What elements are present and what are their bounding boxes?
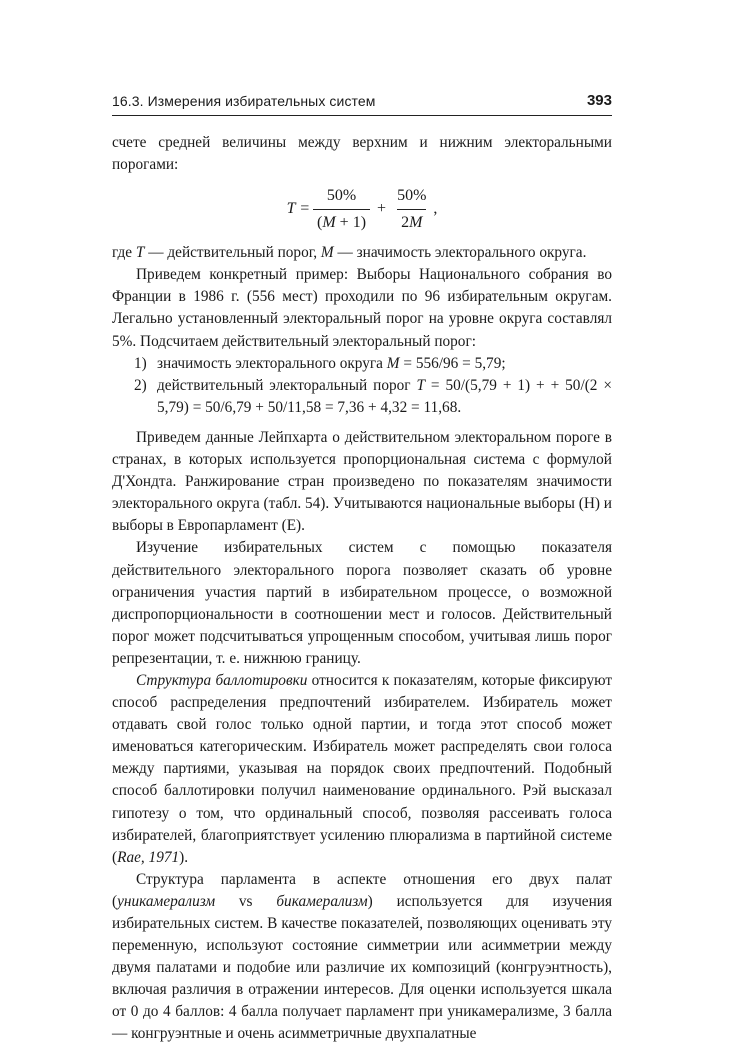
intro-text: счете средней величины между верхним и нижним электоральными порогами: [112,134,612,174]
list-item: 1) значимость электорального округа M = 556/96 = 5,79; [134,354,506,372]
section-title: 16.3. Измерения избирательных систем [112,93,376,109]
example-paragraph: Приведем конкретный пример: Выборы Национального собрания во Франции в 1986 г. (556 мест) проходили по 96 избирательным округам. Легально установленный электоральный порог на уровне округа составлял 5%. Подсчитаем действительный электоральный порог: [112,266,612,350]
list-item: 2) действительный электоральный порог T = 50/(5,79 + 1) + + 50/(2 × 5,79) = 50/6,79 + 50/11,58 = 7,36 + 4,32 = 11,68. [134,376,612,416]
running-header [112,91,612,116]
formula-lhs: T = [286,200,311,218]
ballot-structure-paragraph: Структура баллотировки относится к показателям, которые фиксируют способ распределения предпочтений избирателем. Избиратель может отдавать свой голос только одной партии, и тогда этот способ может именоваться категорическим. Избиратель может распределять свои голоса между партиями, указывая на порядок своих предпочтений. Подобный способ баллотировки получил наименование ординального. Рэй высказал гипотезу о том, что ординальный способ, позволяя рассеивать голоса избирателей, благоприятствует усилению плюрализма в партийной системе (Rae, 1971). [112,671,613,866]
fraction-1-numerator: 50% [326,186,357,204]
study-paragraph: Изучение избирательных систем с помощью показателя действительного электорального порога позволяет сказать об уровне ограничения участия партий в избирательном процессе, о возможной диспропорциональности в соотношении мест и голосов. Действительный порог может подсчитываться упрощенным способом, учитывая лишь порог репрезентации, т. е. нижнюю границу. [112,539,612,667]
formula-fraction-2 [393,185,430,234]
threshold-formula [112,176,612,242]
page-body [112,132,612,1046]
fraction-2-denominator: 2M [397,209,426,234]
calculation-list [112,353,612,419]
citation: Rae, 1971 [117,848,180,866]
page-number: 393 [586,92,612,109]
ballot-structure-term: Структура баллотировки [136,671,308,689]
lijphart-paragraph: Приведем данные Лейпхарта о действительном электоральном пороге в странах, в которых используется пропорциональная система с формулой Д'Хондта. Ранжирование стран произведено по показателям значимости электорального округа (табл. 54). Учитываются национальные выборы (Н) и выборы в Европарламент (Е). [112,428,612,535]
fraction-1-denominator: (M + 1) [313,209,370,234]
formula-plus: + [377,200,387,218]
variables-definition: где T — действительный порог, M — значимость электорального округа. [112,244,587,262]
parliament-structure-paragraph: Структура парламента в аспекте отношения его двух палат (уникамерализм vs бикамерализм) используется для изучения избирательных систем. В качестве показателей, позволяющих оценивать эту переменную, используют состояние симметрии или асимметрии между двумя палатами и подобие или различие их композиций (конгруэнтность), включая различия в отражении интересов. Для оценки используется шкала от 0 до 4 баллов: 4 балла получает парламент при уникамерализме, 3 балла — конгруэнтные и очень асимметричные двухпалатные [112,870,613,1043]
fraction-2-numerator: 50% [397,186,427,204]
formula-fraction-1 [313,185,370,234]
formula-comma: , [433,200,438,218]
